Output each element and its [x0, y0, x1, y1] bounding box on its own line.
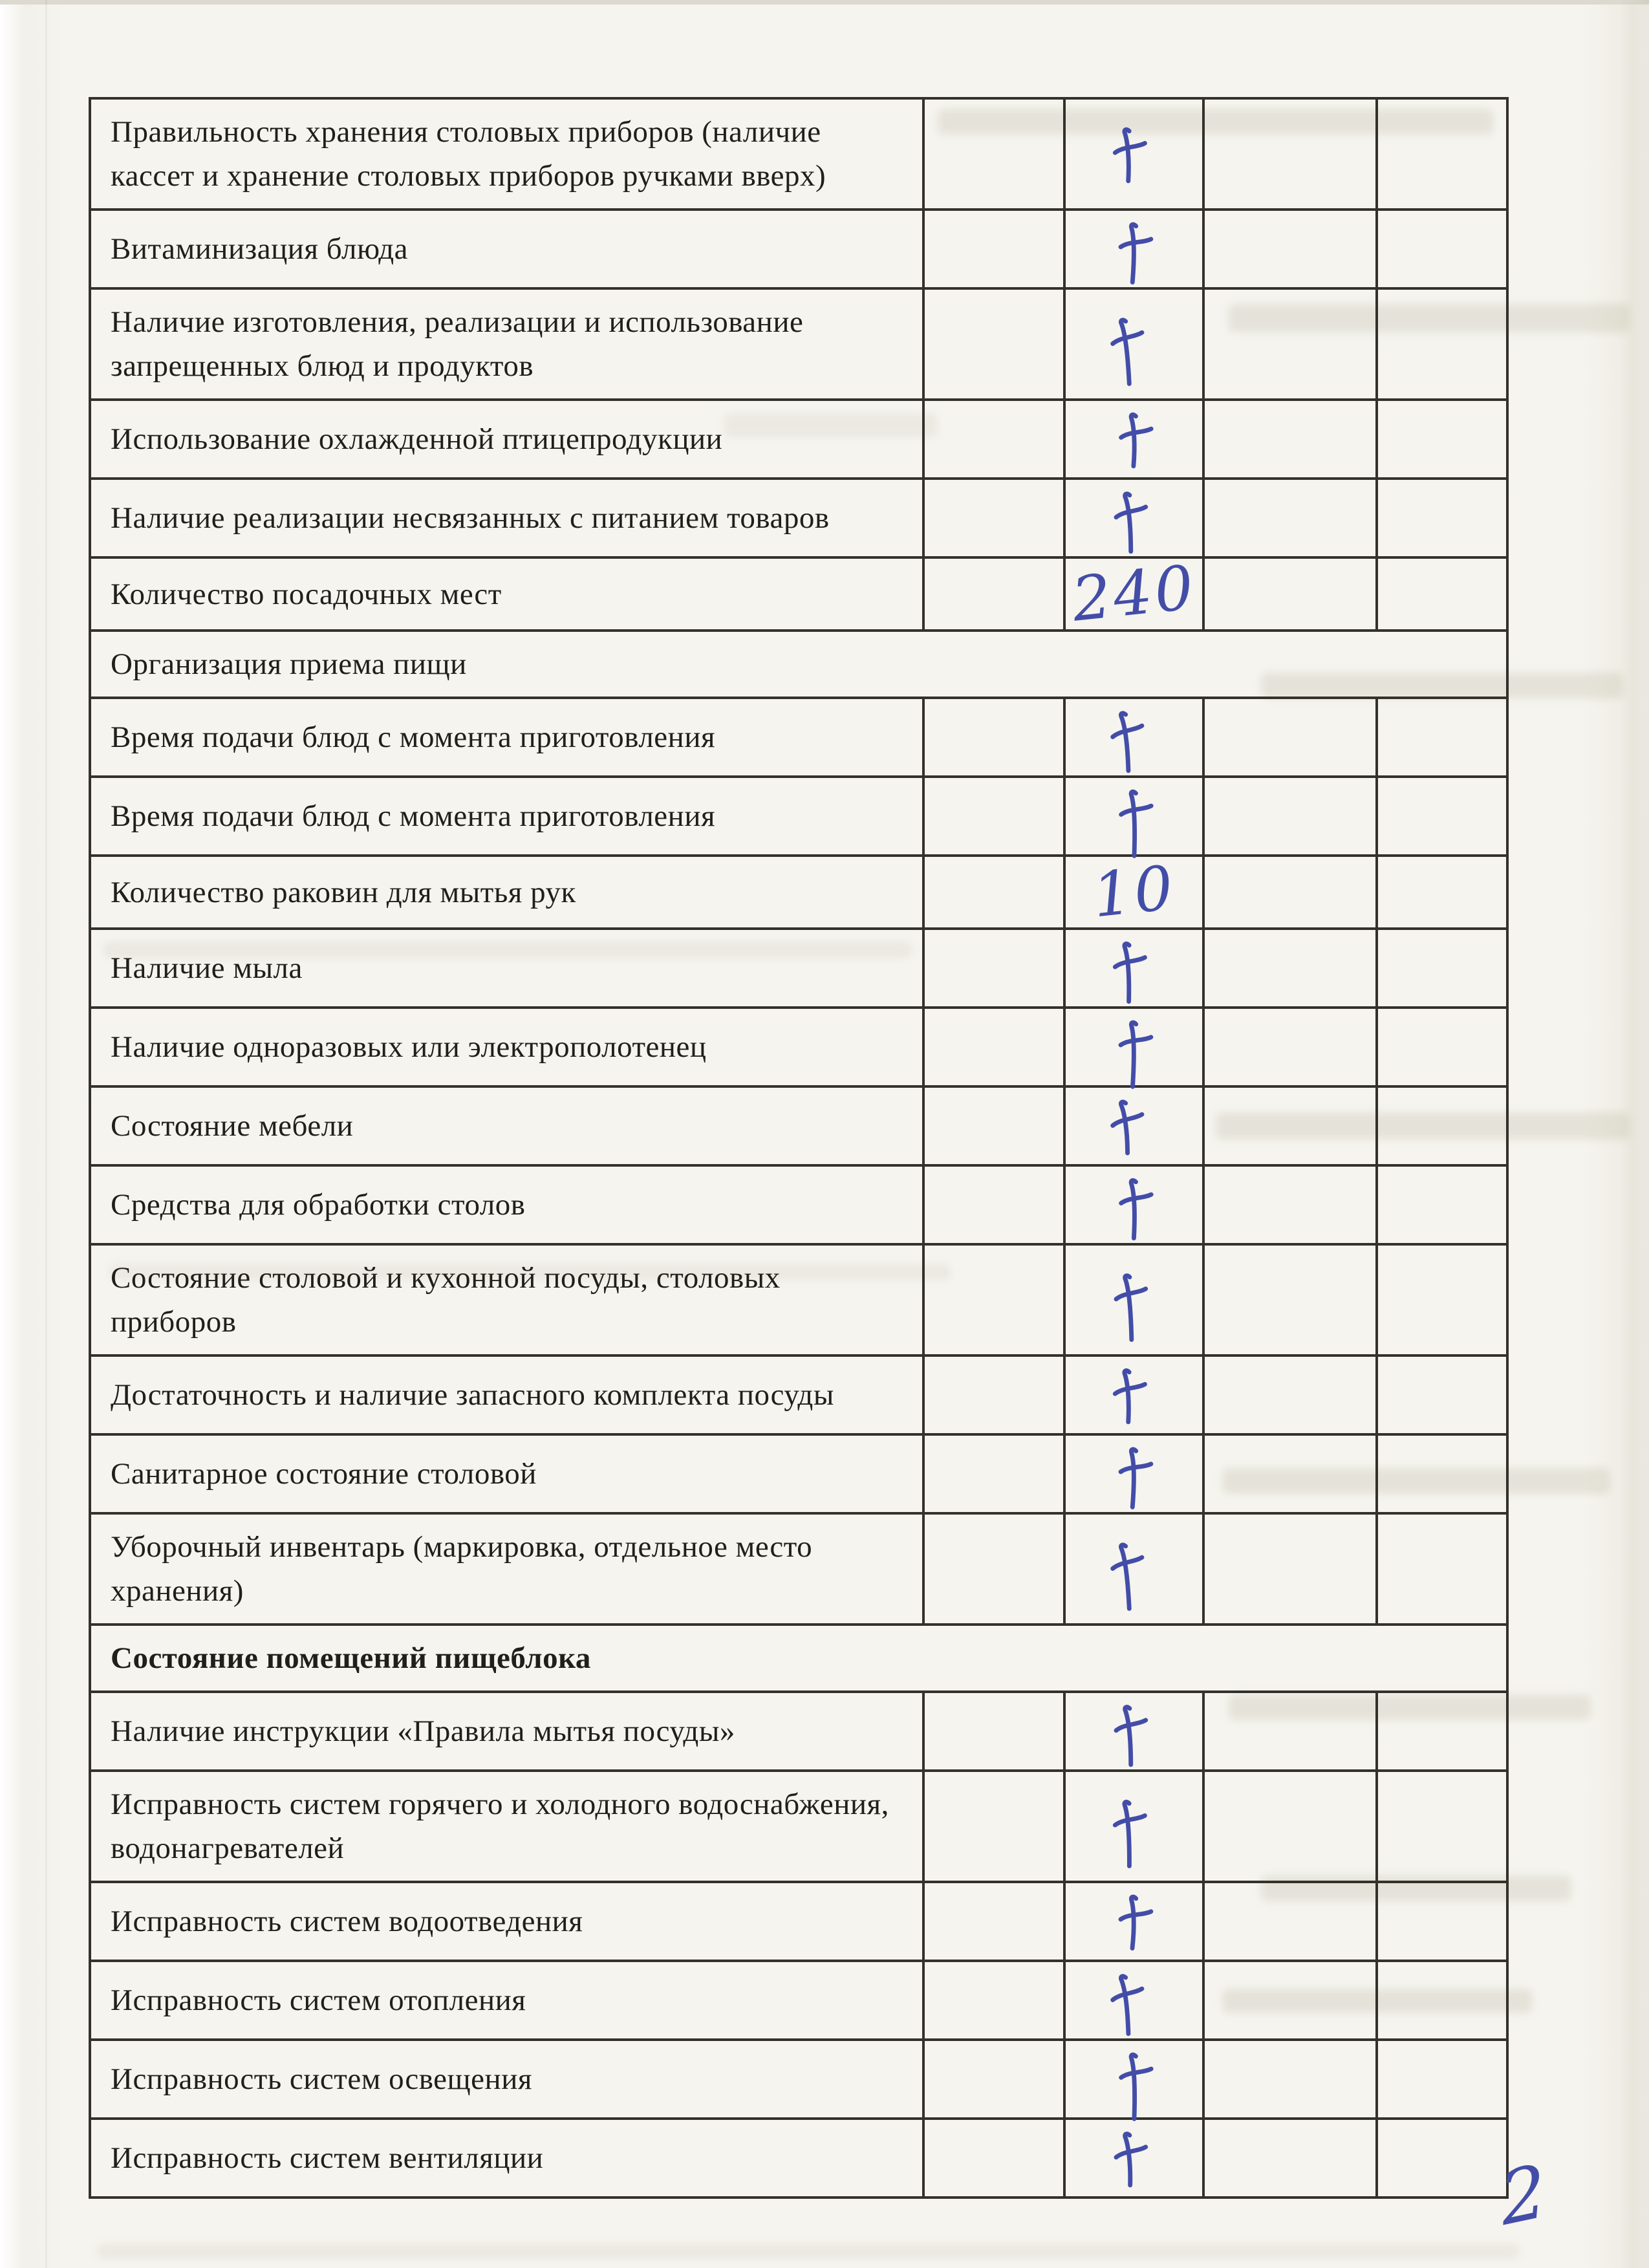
row-label: Санитарное состояние столовой	[111, 1457, 537, 1491]
empty-cell	[1202, 778, 1375, 854]
empty-cell	[922, 857, 1063, 927]
row-label: Состояние мебели	[111, 1109, 354, 1143]
row-label: Правильность хранения столовых приборов (наличие кассет и хранение столовых приборов ручками вверх)	[111, 115, 826, 193]
sanitary-checklist-table	[89, 97, 1509, 2199]
checklist-row	[91, 697, 1506, 775]
handwritten-plus-mark	[1110, 1172, 1161, 1251]
row-label: Наличие одноразовых или электрополотенец	[111, 1030, 707, 1064]
empty-cell	[922, 930, 1063, 1006]
result-cell	[1063, 699, 1202, 775]
handwritten-plus-mark	[1110, 406, 1161, 485]
checklist-row	[91, 1512, 1506, 1623]
handwritten-plus-mark	[1104, 2124, 1159, 2205]
empty-cell	[922, 1515, 1063, 1623]
empty-cell	[1202, 1962, 1375, 2038]
empty-cell	[1375, 1088, 1506, 1164]
empty-cell	[1375, 1436, 1506, 1512]
checklist-row	[91, 100, 1506, 208]
empty-cell	[1375, 1693, 1506, 1769]
result-cell	[1063, 1009, 1202, 1085]
row-label: Наличие изготовления, реализации и использование запрещенных блюд и продуктов	[111, 305, 804, 383]
empty-cell	[922, 559, 1063, 629]
handwritten-plus-mark	[1110, 783, 1161, 862]
empty-cell	[1202, 930, 1375, 1006]
row-label: Состояние столовой и кухонной посуды, столовых приборов	[111, 1261, 781, 1339]
empty-cell	[1375, 1515, 1506, 1623]
handwritten-plus-mark	[1104, 1793, 1157, 1873]
empty-cell	[1375, 1246, 1506, 1354]
row-label: Исправность систем водоотведения	[111, 1905, 583, 1938]
result-cell	[1063, 852, 1202, 932]
empty-cell	[1202, 2120, 1375, 2196]
empty-cell	[922, 290, 1063, 398]
empty-cell	[1375, 1883, 1506, 1960]
handwritten-plus-mark	[1100, 310, 1157, 392]
result-cell	[1063, 930, 1202, 1006]
row-label: Организация приема пищи	[111, 647, 467, 681]
empty-cell	[1375, 100, 1506, 208]
scan-right-edge	[1619, 0, 1649, 2268]
empty-cell	[1375, 559, 1506, 629]
handwritten-plus-mark	[1104, 1697, 1159, 1778]
row-label: Витаминизация блюда	[111, 232, 408, 266]
checklist-row	[91, 1433, 1506, 1512]
row-label: Исправность систем освещения	[111, 2062, 532, 2096]
handwritten-plus-mark	[1111, 217, 1159, 294]
row-label: Количество раковин для мытья рук	[111, 875, 576, 909]
row-label: Исправность систем горячего и холодного водоснабжения, водонагревателей	[111, 1787, 889, 1865]
empty-cell	[922, 211, 1063, 287]
empty-cell	[1375, 2120, 1506, 2196]
empty-cell	[1375, 1357, 1506, 1433]
empty-cell	[1202, 1883, 1375, 1960]
result-cell	[1063, 1167, 1202, 1243]
row-label: Уборочный инвентарь (маркировка, отдельное место хранения)	[111, 1530, 813, 1608]
empty-cell	[1202, 1436, 1375, 1512]
empty-cell	[922, 2120, 1063, 2196]
empty-cell	[922, 2041, 1063, 2117]
empty-cell	[922, 1088, 1063, 1164]
empty-cell	[1202, 857, 1375, 927]
empty-cell	[1375, 1167, 1506, 1243]
row-label: Исправность систем отопления	[111, 1983, 526, 2017]
empty-cell	[1375, 290, 1506, 398]
empty-cell	[922, 401, 1063, 477]
empty-cell	[1375, 401, 1506, 477]
empty-cell	[1202, 1088, 1375, 1164]
empty-cell	[1375, 699, 1506, 775]
result-cell	[1063, 1357, 1202, 1433]
checklist-row	[91, 1960, 1506, 2038]
row-label: Время подачи блюд с момента приготовления	[111, 720, 716, 754]
empty-cell	[1202, 401, 1375, 477]
checklist-row	[91, 1690, 1506, 1769]
result-cell	[1063, 1772, 1202, 1881]
empty-cell	[1202, 1772, 1375, 1881]
checklist-row	[91, 208, 1506, 287]
result-cell	[1063, 480, 1202, 556]
empty-cell	[1375, 778, 1506, 854]
empty-cell	[1375, 2041, 1506, 2117]
checklist-row	[91, 1006, 1506, 1085]
handwritten-plus-mark	[1104, 934, 1157, 1015]
empty-cell	[922, 778, 1063, 854]
result-cell	[1063, 1515, 1202, 1623]
empty-cell	[1202, 2041, 1375, 2117]
handwritten-plus-mark	[1111, 1889, 1159, 1967]
empty-cell	[1375, 1962, 1506, 2038]
row-label: Исправность систем вентиляции	[111, 2141, 544, 2175]
checklist-row	[91, 552, 1506, 636]
result-cell	[1063, 100, 1202, 208]
empty-cell	[1375, 930, 1506, 1006]
row-label: Достаточность и наличие запасного комплекта посуды	[111, 1378, 834, 1412]
empty-cell	[922, 1246, 1063, 1354]
empty-cell	[922, 1009, 1063, 1085]
checklist-row	[91, 2038, 1506, 2117]
result-cell	[1063, 1088, 1202, 1164]
checklist-row	[91, 927, 1506, 1006]
handwritten-plus-mark	[1100, 1092, 1157, 1174]
empty-cell	[922, 1962, 1063, 2038]
handwritten-plus-mark	[1100, 703, 1157, 785]
empty-cell	[1202, 211, 1375, 287]
empty-cell	[922, 100, 1063, 208]
scan-top-edge	[0, 0, 1649, 5]
empty-cell	[1375, 857, 1506, 927]
empty-cell	[922, 480, 1063, 556]
row-label: Средства для обработки столов	[111, 1188, 526, 1222]
handwritten-plus-mark	[1104, 120, 1157, 200]
empty-cell	[922, 1436, 1063, 1512]
handwritten-plus-mark	[1111, 1442, 1159, 1519]
empty-cell	[922, 1167, 1063, 1243]
handwritten-plus-mark	[1104, 484, 1159, 565]
result-cell	[1063, 552, 1202, 636]
empty-cell	[922, 1357, 1063, 1433]
handwritten-value: 240	[1068, 552, 1200, 636]
empty-cell	[922, 1772, 1063, 1881]
empty-cell	[1202, 1693, 1375, 1769]
checklist-row	[91, 1243, 1506, 1354]
result-cell	[1063, 778, 1202, 854]
result-cell	[1063, 1883, 1202, 1960]
empty-cell	[922, 1693, 1063, 1769]
row-label: Наличие реализации несвязанных с питанием товаров	[111, 501, 830, 535]
empty-cell	[1202, 1009, 1375, 1085]
checklist-row	[91, 1881, 1506, 1960]
bleed-through-smudge	[97, 2244, 1520, 2258]
empty-cell	[1202, 559, 1375, 629]
empty-cell	[1202, 1167, 1375, 1243]
result-cell	[1063, 2120, 1202, 2196]
handwritten-value: 10	[1089, 852, 1179, 932]
checklist-row	[91, 1085, 1506, 1164]
handwritten-plus-mark	[1104, 1361, 1157, 1442]
checklist-row	[91, 1164, 1506, 1243]
row-label: Наличие инструкции «Правила мытья посуды»	[111, 1714, 735, 1748]
handwritten-plus-mark	[1111, 1015, 1159, 1092]
empty-cell	[1375, 1772, 1506, 1881]
empty-cell	[1202, 699, 1375, 775]
checklist-row	[91, 1769, 1506, 1881]
empty-cell	[1202, 480, 1375, 556]
handwritten-plus-mark	[1100, 1966, 1157, 2048]
row-label: Состояние помещений пищеблока	[111, 1641, 591, 1675]
empty-cell	[1375, 480, 1506, 556]
result-cell	[1063, 1436, 1202, 1512]
scan-fold-line	[45, 0, 47, 2268]
empty-cell	[1375, 211, 1506, 287]
section-row	[91, 629, 1506, 697]
handwritten-plus-mark	[1110, 2046, 1161, 2125]
empty-cell	[1202, 1515, 1375, 1623]
checklist-row	[91, 398, 1506, 477]
section-row	[91, 1623, 1506, 1690]
empty-cell	[1202, 290, 1375, 398]
result-cell	[1063, 290, 1202, 398]
checklist-row	[91, 287, 1506, 398]
handwritten-plus-mark	[1104, 1266, 1159, 1346]
empty-cell	[922, 1883, 1063, 1960]
checklist-row	[91, 477, 1506, 556]
empty-cell	[1202, 1357, 1375, 1433]
checklist-row	[91, 852, 1506, 932]
empty-cell	[1375, 1009, 1506, 1085]
result-cell	[1063, 1962, 1202, 2038]
result-cell	[1063, 211, 1202, 287]
handwritten-plus-mark	[1100, 1535, 1157, 1617]
result-cell	[1063, 2041, 1202, 2117]
row-label: Наличие мыла	[111, 951, 303, 985]
checklist-row	[91, 2117, 1506, 2196]
result-cell	[1063, 1693, 1202, 1769]
empty-cell	[922, 699, 1063, 775]
empty-cell	[1202, 100, 1375, 208]
handwritten-page-number: 2	[1496, 2148, 1551, 2243]
row-label: Количество посадочных мест	[111, 577, 502, 611]
checklist-row	[91, 775, 1506, 854]
empty-cell	[1202, 1246, 1375, 1354]
checklist-row	[91, 1354, 1506, 1433]
row-label: Время подачи блюд с момента приготовления	[111, 799, 716, 833]
result-cell	[1063, 401, 1202, 477]
row-label: Использование охлажденной птицепродукции	[111, 422, 723, 456]
result-cell	[1063, 1246, 1202, 1354]
